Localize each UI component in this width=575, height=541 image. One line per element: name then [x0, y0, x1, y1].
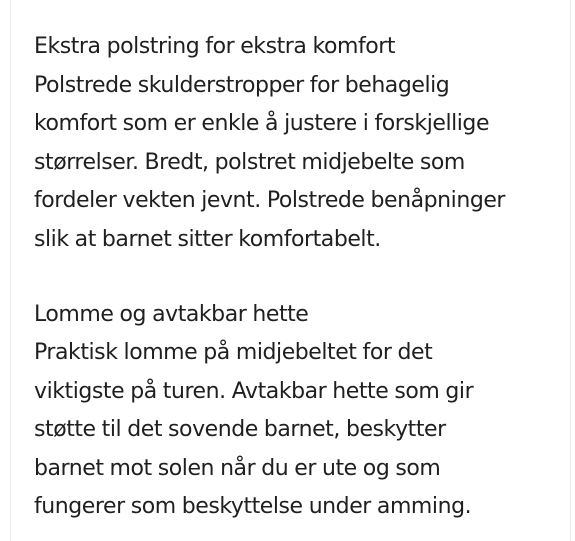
- section-body-line: barnet mot solen når du er ute og som: [34, 455, 441, 481]
- right-divider: [570, 0, 571, 541]
- left-divider: [10, 0, 11, 541]
- section-body-line: størrelser. Bredt, polstret midjebelte som: [34, 149, 465, 175]
- section-body-line: støtte til det sovende barnet, beskytter: [34, 417, 446, 442]
- section-pocket-hood: [34, 296, 562, 527]
- section-body-line: fordeler vekten jevnt. Polstrede benåpninger: [34, 188, 506, 213]
- section-padding-comfort: [34, 28, 562, 259]
- section-title: Lomme og avtakbar hette: [34, 301, 309, 327]
- section-title: Ekstra polstring for ekstra komfort: [34, 34, 396, 59]
- description-content: [34, 28, 562, 527]
- section-body-line: Praktisk lomme på midjebeltet for det: [34, 340, 433, 365]
- section-body-line: Polstrede skulderstropper for behagelig: [34, 72, 450, 98]
- section-body-line: slik at barnet sitter komfortabelt.: [34, 226, 381, 252]
- section-body-line: komfort som er enkle å justere i forskjellige: [34, 111, 490, 136]
- section-body-line: viktigste på turen. Avtakbar hette som gir: [34, 378, 474, 404]
- section-body-line: fungerer som beskyttelse under amming.: [34, 494, 472, 519]
